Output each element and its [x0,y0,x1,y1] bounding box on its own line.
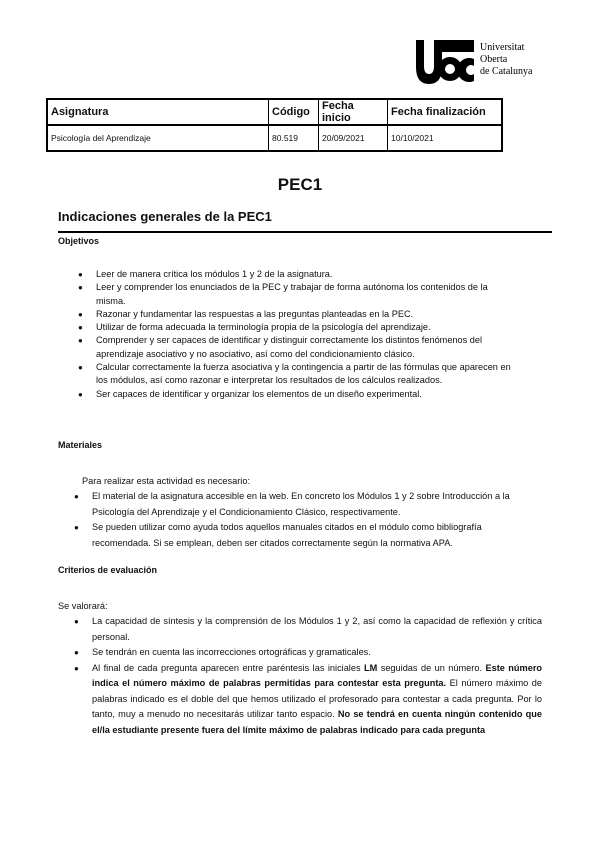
list-item: ● Se pueden utilizar como ayuda todos aquellos manuales citados en el módulo como bibliografía recomendada. Si se emplean, deben ser citados correctamente según la normativa APA. [74,520,540,551]
list-item: ● Comprender y ser capaces de identificar y distinguir correctamente los distintos fenómenos del aprendizaje asociativo y no asociativo, así como del condicionamiento clásico. [78,334,518,361]
cell-fecha-finalizacion: 10/10/2021 [388,125,503,151]
list-item [74,661,542,739]
list-item: ● Utilizar de forma adecuada la terminología propia de la psicología del aprendizaje. [78,321,518,334]
logo-line-1: Universitat [480,42,525,53]
cell-fecha-inicio: 20/09/2021 [319,125,388,151]
header-asignatura: Asignatura [47,99,269,125]
list-item: ● Se tendrán en cuenta las incorrecciones ortográficas y gramaticales. [74,645,542,661]
list-item: ● Leer de manera crítica los módulos 1 y 2 de la asignatura. [78,268,518,281]
lm-initials: LM [364,662,378,673]
objetivos-heading: Objetivos [58,236,100,246]
cell-codigo: 80.519 [269,125,319,151]
course-info-table [46,98,503,152]
header-fecha-finalizacion: Fecha finalización [388,99,503,125]
lm-text-2: seguidas de un número. [377,662,486,673]
lm-bold-sentence-2: No se tendrá en cuenta ningún contenido que el/la estudiante presente fuera del límite máximo de palabras indicado para cada pregunta [92,709,542,735]
section-title: Indicaciones generales de la PEC1 [58,209,272,224]
list-item: ● El material de la asignatura accesible en la web. En concreto los Módulos 1 y 2 sobre Introducción a la Psicología del Aprendizaje y el Condicionamiento Clásico, respectivamente. [74,489,540,520]
header-fecha-inicio: Fecha inicio [319,99,388,125]
list-item: ● Razonar y fundamentar las respuestas a las preguntas planteadas en la PEC. [78,308,518,321]
lm-text-1: Al final de cada pregunta aparecen entre paréntesis las iniciales [92,662,365,673]
section-divider [58,231,552,233]
list-item: ● Ser capaces de identificar y organizar los elementos de un diseño experimental. [78,388,518,401]
header-codigo: Código [269,99,319,125]
materiales-heading: Materiales [58,440,103,450]
logo-wordmark [480,42,532,78]
logo-line-3: de Catalunya [480,66,533,77]
criterios-list [74,614,542,738]
uoc-logo [416,40,546,84]
table-header-row [47,99,502,125]
uoc-logo-mark-icon [416,40,474,84]
logo-line-2: Oberta [480,54,508,65]
materiales-intro: Para realizar esta actividad es necesario: [82,476,251,486]
cell-asignatura: Psicología del Aprendizaje [47,125,269,151]
materiales-list [74,489,540,551]
criterios-heading: Criterios de evaluación [58,565,158,575]
lm-bold-sentence-1: Este número indica el número máximo de palabras permitidas para contestar esta pregunta. [92,662,543,688]
table-row [47,125,502,151]
list-item: ● La capacidad de síntesis y la comprensión de los Módulos 1 y 2, así como la capacidad de reflexión y crítica personal. [74,614,542,645]
objetivos-list [78,268,518,401]
list-item: ● Calcular correctamente la fuerza asociativa y la contingencia a partir de las fórmulas que aparecen en los módulos, así como razonar e interpretar los resultados de los cálculos realizados. [78,361,518,388]
list-item: ● Leer y comprender los enunciados de la PEC y trabajar de forma autónoma los contenidos de la misma. [78,281,518,308]
lm-text-3: El número máximo de palabras indicado es el doble del que hemos utilizado el profesorado para contestar a cada pregunta. Por lo tanto, muy a menudo no necesitarás utilizar tanto espacio. [92,678,542,719]
page-title: PEC1 [277,175,323,194]
criterios-intro: Se valorará: [58,601,108,611]
